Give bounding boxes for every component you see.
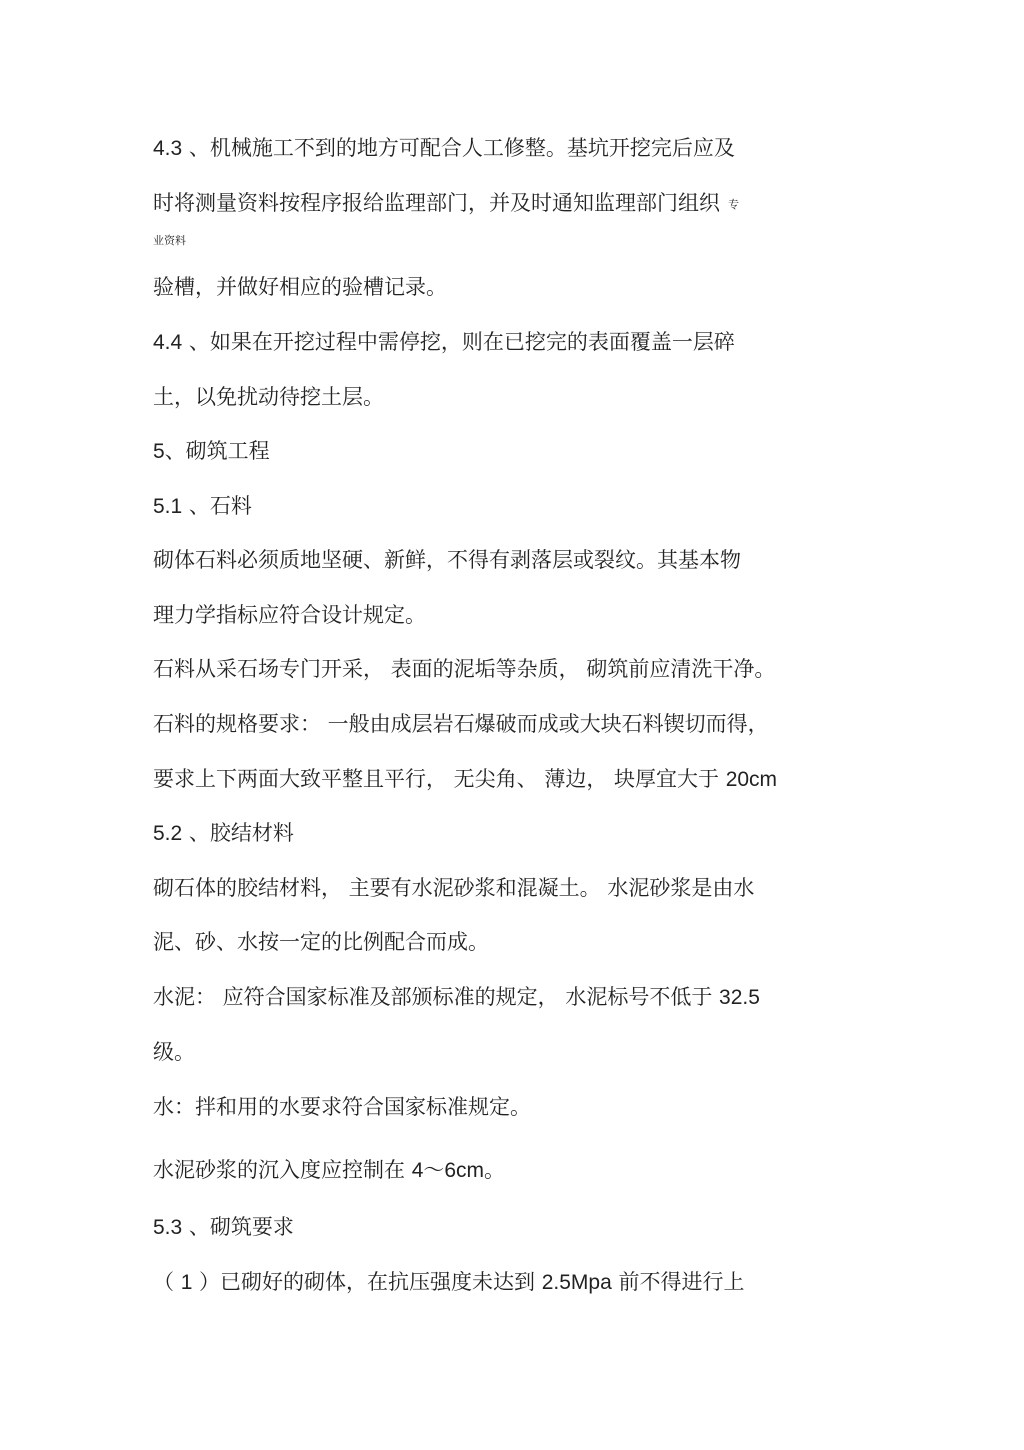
small-note-line	[153, 234, 186, 248]
paragraph-line	[153, 383, 384, 411]
line-text: 时将测量资料按程序报给监理部门，并及时通知监理部门组织	[153, 191, 720, 215]
paragraph-line	[153, 765, 777, 794]
section-number: 4.3	[153, 137, 183, 160]
margin-note: 专	[728, 197, 739, 211]
value-text: 20cm	[725, 768, 778, 791]
value-text: 32.5	[719, 986, 760, 1009]
section-heading	[153, 492, 252, 521]
line-text: 石料的规格要求： 一般由成层岩石爆破而成或大块石料锲切而得，	[153, 712, 769, 736]
section-heading	[153, 1213, 294, 1242]
line-text: 业资料	[153, 234, 186, 247]
paragraph-line	[153, 983, 760, 1012]
paragraph-line	[153, 655, 775, 683]
line-text: 石料从采石场专门开采， 表面的泥垢等杂质， 砌筑前应清洗干净。	[153, 657, 776, 681]
section-number: 5.2	[153, 822, 183, 845]
line-tail: 前不得进行上	[611, 1270, 745, 1294]
line-text: 、机械施工不到的地方可配合人工修整。基坑开挖完后应及	[182, 136, 735, 160]
section-number: 5.1	[153, 495, 183, 518]
section-heading	[153, 819, 294, 848]
paragraph-line	[153, 1156, 505, 1185]
line-text: 水泥砂浆的沉入度应控制在	[153, 1158, 412, 1182]
line-text: 理力学指标应符合设计规定。	[153, 603, 426, 627]
paragraph-line	[153, 1038, 195, 1066]
paragraph-line	[153, 710, 769, 738]
section-number: 5	[153, 440, 165, 463]
line-text: 泥、砂、水按一定的比例配合而成。	[153, 930, 489, 954]
paragraph-line	[153, 546, 741, 574]
paragraph-line	[153, 134, 735, 163]
paragraph-line	[153, 328, 735, 357]
line-text: 砌体石料必须质地坚硬、新鲜，不得有剥落层或裂纹。其基本物	[153, 548, 741, 572]
paragraph-line	[153, 189, 739, 219]
line-tail: 。	[484, 1158, 506, 1182]
value-text: 2.5Mpa	[541, 1271, 612, 1294]
line-text: 砌石体的胶结材料， 主要有水泥砂浆和混凝土。 水泥砂浆是由水	[153, 876, 755, 900]
value-text: 4～6cm	[411, 1159, 485, 1182]
paragraph-line	[153, 928, 489, 956]
line-text: 级。	[153, 1040, 195, 1064]
line-text: 、石料	[182, 494, 252, 518]
section-number: 4.4	[153, 331, 183, 354]
section-heading	[153, 437, 270, 466]
line-text: ）已砌好的砌体，在抗压强度未达到	[192, 1270, 542, 1294]
paragraph-line	[153, 601, 426, 629]
line-text: （	[153, 1270, 181, 1294]
line-text: 、如果在开挖过程中需停挖，则在已挖完的表面覆盖一层碎	[182, 330, 735, 354]
paragraph-line	[153, 874, 754, 902]
line-text: 验槽，并做好相应的验槽记录。	[153, 275, 447, 299]
line-text: 、砌筑工程	[164, 439, 270, 463]
line-text: 水泥： 应符合国家标准及部颁标准的规定， 水泥标号不低于	[153, 985, 720, 1009]
list-number: 1	[180, 1271, 193, 1294]
paragraph-line	[153, 1093, 531, 1121]
line-text: 土，以免扰动待挖土层。	[153, 385, 384, 409]
line-text: 、胶结材料	[182, 821, 294, 845]
paragraph-line	[153, 1268, 744, 1297]
paragraph-line	[153, 273, 447, 301]
line-text: 要求上下两面大致平整且平行， 无尖角、 薄边， 块厚宜大于	[153, 767, 726, 791]
line-text: 水：拌和用的水要求符合国家标准规定。	[153, 1095, 531, 1119]
line-text: 、砌筑要求	[182, 1215, 294, 1239]
section-number: 5.3	[153, 1216, 183, 1239]
